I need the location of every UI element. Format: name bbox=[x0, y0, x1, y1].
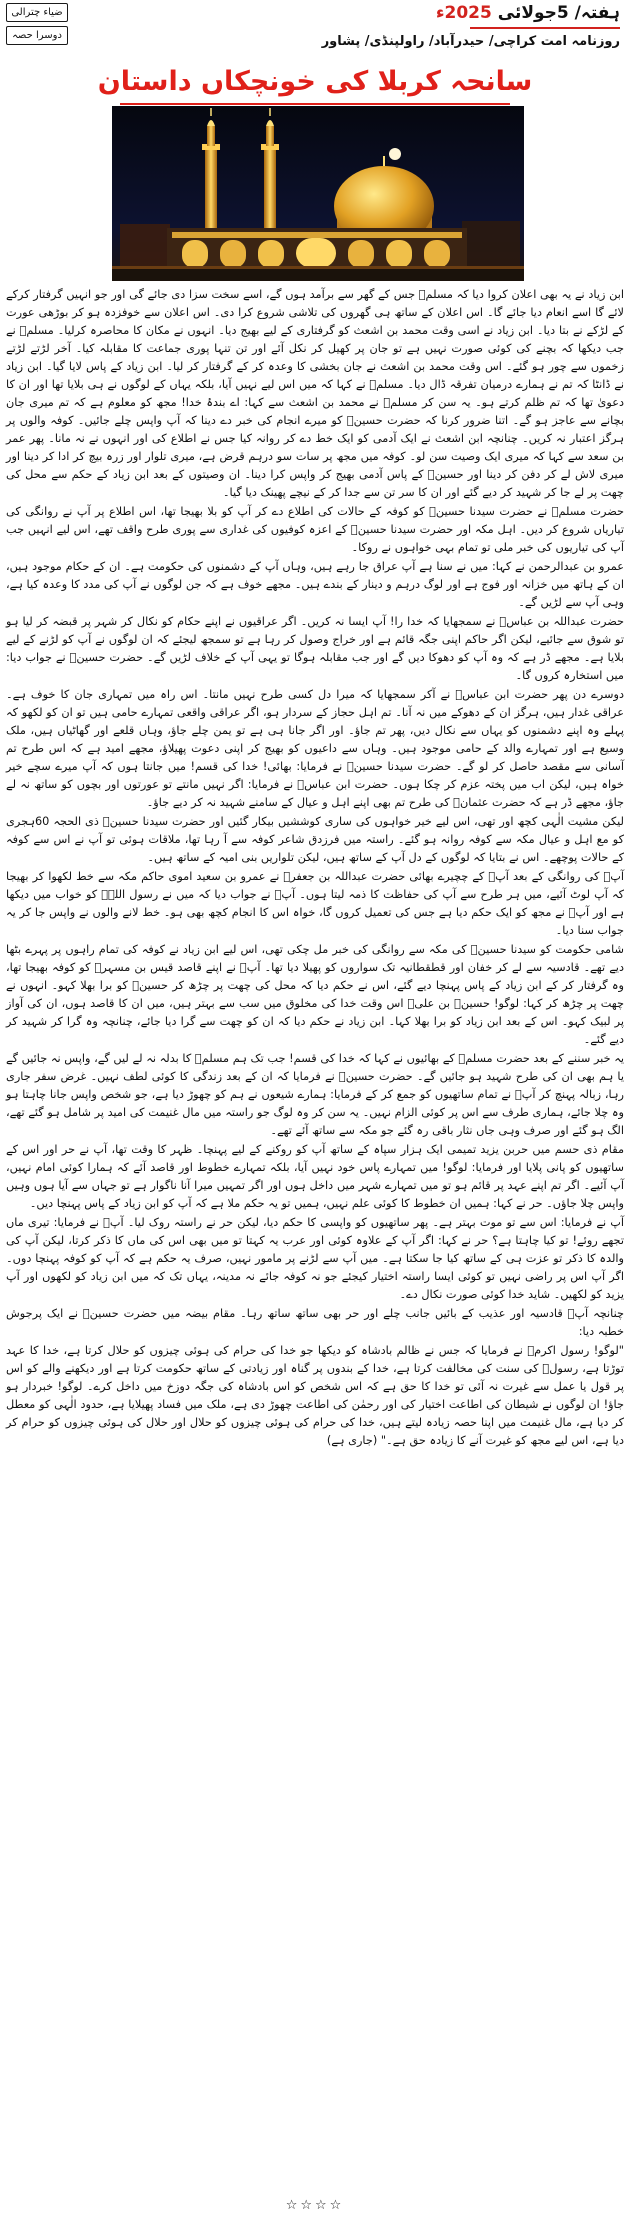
paragraph: لیکن مشیت الٰہی کچھ اور تھی، اس لیے خیر خواہوں کی ساری کوششیں بیکار گئیں اور حضرت سیدنا حسینؓ ذی الحجہ 60ہجری کو مع اہل و عیال مکہ سے کوفہ روانہ ہو گئے۔ راستہ میں فرزدق شاعر کوفہ سے آ رہا تھا، ملاقات ہوئی تو آپ نے اس سے کوفہ کے حالات پوچھے۔ اس نے بتایا کہ لوگوں کے دل آپ کے ساتھ ہیں، لیکن تلواریں بنی امیہ کے ساتھ ہیں۔ bbox=[6, 815, 624, 864]
paragraph: آپؓ کی روانگی کے بعد آپؓ کے چچیرے بھائی حضرت عبداللہ بن جعفرؓ نے عمرو بن سعید اموی حاکم مکہ سے خط لکھوا کر بھیجا کہ آپ لوٹ آئیے، میں ہر طرح سے آپ کی حفاظت کا ذمہ لیتا ہوں۔ آپؓ نے جواب دیا کہ میں نے رسول اللہؐ کو خواب میں دیکھا ہے اور آپؐ نے مجھ کو ایک حکم دیا ہے جس کی تعمیل کروں گا، خواہ اس کا انجام کچھ بھی ہو۔ خط لانے والوں نے واپس جا کر یہ جواب سنا دیا۔ bbox=[6, 870, 624, 937]
author-tag: ضیاء چترالی bbox=[6, 3, 68, 22]
masthead bbox=[0, 0, 630, 60]
paragraph: مقام ذی حسم میں حربن یزید تمیمی ایک ہزار سپاہ کے ساتھ آپ کو روکنے کے لیے پہنچا۔ ظہر کا وقت تھا، آپ نے حر اور اس کے ساتھیوں کو پانی پلایا اور فرمایا: لوگو! میں تمہارے پاس خود نہیں آیا، بلکہ تمہارے خطوط اور قاصد آئے کہ ہمارا کوئی امام نہیں، آپ آئیے۔ اگر تم اپنے عہد پر قائم ہو تو میں تمہارے شہر میں داخل ہوں اور اگر تمہیں میرا آنا ناگوار ہے تو جہاں سے آیا ہوں وہیں واپس چلا جاؤں۔ حر نے کہا: ہمیں ان خطوط کا کوئی علم نہیں، ہمیں تو یہ حکم ملا ہے کہ آپ کو ابن زیاد کے پاس پہنچا دیں۔ bbox=[6, 1143, 624, 1210]
article-headline: سانحہ کربلا کی خونچکاں داستان bbox=[97, 66, 533, 97]
paragraph: چنانچہ آپؓ قادسیہ اور عذیب کے بائیں جانب چلے اور حر بھی ساتھ ساتھ رہا۔ مقام بیضہ میں حضرت حسینؓ نے ایک پرجوش خطبہ دیا: bbox=[6, 1307, 624, 1338]
paragraph: عمرو بن عبدالرحمن نے کہا: میں نے سنا ہے آپ عراق جا رہے ہیں، وہاں آپ کے دشمنوں کی حکومت ہے۔ ان کے حکام موجود ہیں، ان کے ہاتھ میں خزانہ اور فوج ہے اور لوگ درہم و دینار کے بندے ہیں۔ مجھے خوف ہے کہ جن لوگوں نے آپ کی مدد کا وعدہ کیا ہے، وہی آپ سے لڑیں گے۔ bbox=[6, 560, 624, 609]
end-stars: ☆☆☆☆ bbox=[285, 2198, 345, 2213]
moon bbox=[389, 148, 401, 160]
paragraph: ابن زیاد نے یہ بھی اعلان کروا دیا کہ مسلمؓ جس کے گھر سے برآمد ہوں گے، اسے سخت سزا دی جائے گی اور جو انہیں گرفتار کرکے لائے گا اسے انعام دیا جائے گا۔ اس اعلان کے ساتھ ہی گھروں کی تلاشی شروع کرا دی۔ اس اعلان سے خوفزدہ ہو کر بوڑھی عورت کے لڑکے نے بتا دیا۔ ابن زیاد نے اسی وقت محمد بن اشعث کو گرفتاری کے لیے بھیج دیا۔ انہوں نے مکان کا محاصرہ کرلیا۔ مسلمؓ نے جب دیکھا کہ بچنے کی کوئی صورت نہیں ہے تو جان پر کھیل کر نکل آئے اور تن تنہا پوری جماعت کا مقابلہ کیا۔ آخر لڑتے لڑتے زخموں سے چور ہو گئے۔ اس وقت محمد بن اشعث نے جان بخشی کا وعدہ کر کے گرفتار کر لیا۔ ابن زیاد کے پاس لایا گیا۔ ابن زیاد نے ڈانٹا کہ تم نے ہمارے درمیان تفرقہ ڈال دیا۔ مسلمؓ نے کہا کہ میں اس لیے نہیں آیا، بلکہ یہاں کے لوگوں نے ہی بلایا تھا اور ان کا دعویٰ تھا کہ تم ظلم کرتے ہو۔ یہ سن کر مسلمؓ نے محمد بن اشعث سے کہا: اے بندۂ خدا! مجھ کو معلوم ہے کہ تم میری جان بچانے سے عاجز ہو گے۔ اتنا ضرور کرنا کہ حضرت حسینؓ کو میرے انجام کی خبر دے دینا کہ آپ واپس چلے جائیں۔ کوفہ والوں پر ہرگز اعتبار نہ کریں۔ چنانچہ ابن اشعث نے ایک آدمی کو ایک خط دے کر روانہ کیا جس نے اطلاع کی اور انہوں نے نہ مانا۔ پھر عمر بن سعد سے کہا کہ میری ایک وصیت سن لو۔ کوفہ میں مجھ پر سات سو درہم قرض ہے، میری تلوار اور زرہ بیچ کر ادا کر دینا اور میری لاش لے کر دفن کر دینا اور حسینؓ کے پاس آدمی بھیج کر واپس کرا دینا۔ ان وصیتوں کے بعد ابن زیاد کے حکم سے محل کی چھت پر لے جا کر شہید کر دیے گئے اور ان کا سر تن سے جدا کر کے نیچے پھینک دیا گیا۔ bbox=[6, 288, 624, 499]
paragraph: یہ خبر سننے کے بعد حضرت مسلمؓ کے بھائیوں نے کہا کہ خدا کی قسم! جب تک ہم مسلمؓ کا بدلہ نہ لے لیں گے، واپس نہ جائیں گے یا ہم بھی ان کی طرح شہید ہو جائیں گے۔ حضرت حسینؓ نے فرمایا کہ ان کے بعد زندگی کا کوئی لطف نہیں۔ غرض سفر جاری رہا، زبالہ پہنچ کر آپؓ نے تمام ساتھیوں کو جمع کر کے فرمایا: ہمارے شیعوں نے ہم کو چھوڑ دیا ہے، جو شخص واپس جانا چاہتا ہو وہ چلا جائے، ہماری طرف سے اس پر کوئی الزام نہیں۔ یہ سن کر وہ لوگ جو راستہ میں مال غنیمت کی امید پر شامل ہو گئے تھے، الگ ہو گئے اور صرف وہی جاں نثار باقی رہ گئے جو مکہ سے ساتھ آئے تھے۔ bbox=[6, 1052, 624, 1137]
issue-date bbox=[436, 2, 620, 23]
date-underline bbox=[470, 27, 620, 29]
shrine-facade bbox=[167, 228, 467, 270]
paragraph: شامی حکومت کو سیدنا حسینؓ کی مکہ سے روانگی کی خبر مل چکی تھی، اس لیے ابن زیاد نے کوفہ کی تمام راہوں پر پہرے بٹھا دیے تھے۔ قادسیہ سے لے کر خفان اور قطقطانیہ تک سواروں کو پھیلا دیا تھا۔ آپؓ نے اپنے قاصد قیس بن مسہرؓ کو کوفہ بھیجا تھا، وہ گرفتار کر کے ابن زیاد کے پاس پہنچا دیے گئے، اس نے حکم دیا کہ محل کی چھت پر چڑھ کر حسینؓ کو برا بھلا کہو۔ انہوں نے چھت پر چڑھ کر کہا: لوگو! حسینؓ بن علیؓ اس وقت خدا کی مخلوق میں سب سے بہتر ہیں، میں ان کا قاصد ہوں، ان کی آواز پر لبیک کہو۔ اس کے بعد ابن زیاد کو برا بھلا کہا۔ ابن زیاد نے حکم دیا کہ ان کو چھت سے گرا دیا جائے، چنانچہ وہ گرا کر شہید کر دیے گئے۔ bbox=[6, 943, 624, 1046]
paragraph: حضرت عبداللہ بن عباسؓ نے سمجھایا کہ خدا را! آپ ایسا نہ کریں۔ اگر عراقیوں نے اپنے حکام کو نکال کر شہر پر قبضہ کر لیا ہو تو شوق سے جائیے، لیکن اگر حاکم اپنی جگہ قائم ہے اور خراج وصول کر رہا ہے تو سمجھ لیجئے کہ ان لوگوں نے آپ کو لڑنے کے لیے بلایا ہے۔ مجھے ڈر ہے کہ وہ آپ کو دھوکا دیں گے اور جب مقابلہ ہوگا تو یہی آپ کے خلاف لڑیں گے۔ حضرت حسینؓ نے جواب دیا: میں استخارہ کروں گا۔ bbox=[6, 615, 624, 682]
newspaper-editions: روزنامہ امت کراچی/ حیدرآباد/ راولپنڈی/ پشاور bbox=[321, 34, 620, 49]
paragraph: "لوگو! رسول اکرمؐ نے فرمایا کہ جس نے ظالم بادشاہ کو دیکھا جو خدا کی حرام کی ہوئی چیزوں کو حلال کرتا ہے، خدا کا عہد توڑتا ہے، رسولؐ کی سنت کی مخالفت کرتا ہے، خدا کے بندوں پر گناہ اور زیادتی کے ساتھ حکومت کرتا ہے اور دیکھنے والے کو اس پر قول یا عمل سے غیرت نہ آئی تو خدا کا حق ہے کہ اس شخص کو اس بادشاہ کی جگہ دوزخ میں داخل کرے۔ لوگو! خبردار ہو جاؤ! ان لوگوں نے شیطان کی اطاعت اختیار کی اور رحمٰن کی اطاعت چھوڑ دی ہے، ملک میں فساد پھیلایا ہے، حدود الٰہی کو معطل کر دیا ہے، مال غنیمت میں اپنا حصہ زیادہ لیتے ہیں، خدا کی حرام کی ہوئی چیزوں کو حلال اور حلال کی ہوئی چیزوں کو حرام کر دیا ہے، اس لیے مجھ کو غیرت آنے کا زیادہ حق ہے۔" (جاری ہے) bbox=[6, 1344, 624, 1447]
part-tag: دوسرا حصہ bbox=[6, 26, 68, 45]
shrine-photo bbox=[112, 106, 524, 281]
headline-underline bbox=[120, 103, 510, 105]
article-body bbox=[6, 286, 624, 1451]
issue-date-year: 2025ء bbox=[435, 3, 492, 23]
paragraph: آپ نے فرمایا: اس سے تو موت بہتر ہے۔ پھر ساتھیوں کو واپسی کا حکم دیا، لیکن حر نے راستہ روک لیا۔ آپؓ نے فرمایا: تیری ماں تجھے روئے! تو کیا چاہتا ہے؟ حر نے کہا: اگر آپ کے علاوہ کوئی اور عرب یہ کہتا تو میں بھی اس کی ماں کا ذکر کرتا، لیکن آپ کی والدہ کا ذکر تو عزت ہی کے ساتھ کیا جا سکتا ہے۔ میں آپ سے لڑنے پر مامور نہیں، صرف یہ حکم ہے کہ آپ کو کوفہ پہنچا دوں۔ اگر آپ اس پر راضی نہیں تو کوئی ایسا راستہ اختیار کیجئے جو نہ کوفہ جائے نہ مدینہ، یہاں تک کہ میں ابن زیاد کو لکھوں اور آپ یزید کو لکھیں۔ شاید خدا کوئی صورت نکال دے۔ bbox=[6, 1216, 624, 1301]
paragraph: دوسرے دن پھر حضرت ابن عباسؓ نے آکر سمجھایا کہ میرا دل کسی طرح نہیں مانتا۔ اس راہ میں تمہاری جان کا خوف ہے۔ عراقی غدار ہیں، ہرگز ان کے دھوکے میں نہ آنا۔ تم اہل حجاز کے سردار ہو، اگر عراقی واقعی تمہارے حامی ہیں تو ان کو لکھو کہ پہلے وہ اپنے دشمنوں کو یہاں سے نکال دیں، پھر تم جاؤ۔ اور اگر جانا ہی ہے تو یمن چلے جاؤ، وہاں قلعے اور گھاٹیاں ہیں، ملک وسیع ہے اور تمہارے والد کے حامی موجود ہیں۔ وہاں سے داعیوں کو بھیج کر اپنی دعوت پھیلاؤ، مجھے امید ہے کہ اس طرح تم آسانی سے مقصد حاصل کر لو گے۔ حضرت سیدنا حسینؓ نے فرمایا: بھائی! خدا کی قسم! میں جانتا ہوں کہ آپ میرے سچے خیر خواہ ہیں، لیکن اب میں پختہ عزم کر چکا ہوں۔ حضرت ابن عباسؓ نے فرمایا: اگر نہیں مانتے تو عورتوں اور بچوں کو ساتھ نہ لے جاؤ، مجھے ڈر ہے کہ حضرت عثمانؓ کی طرح تم بھی اپنے اہل و عیال کے سامنے شہید نہ کر دیے جاؤ۔ bbox=[6, 688, 624, 809]
issue-date-day: ہفتہ/ 5جولائی bbox=[491, 3, 620, 23]
paragraph: حضرت مسلمؓ نے حضرت سیدنا حسینؓ کو کوفہ کے حالات کی اطلاع دے کر آپ کو بلا بھیجا تھا، اس اطلاع پر آپ نے روانگی کی تیاریاں شروع کر دیں۔ اہل مکہ اور حضرت سیدنا حسینؓ کے اعزہ کوفیوں کی غداری سے پوری طرح واقف تھے، اس لیے انہیں جب آپ کی تیاریوں کی خبر ملی تو تمام بہی خواہوں نے روکا۔ bbox=[6, 505, 624, 554]
